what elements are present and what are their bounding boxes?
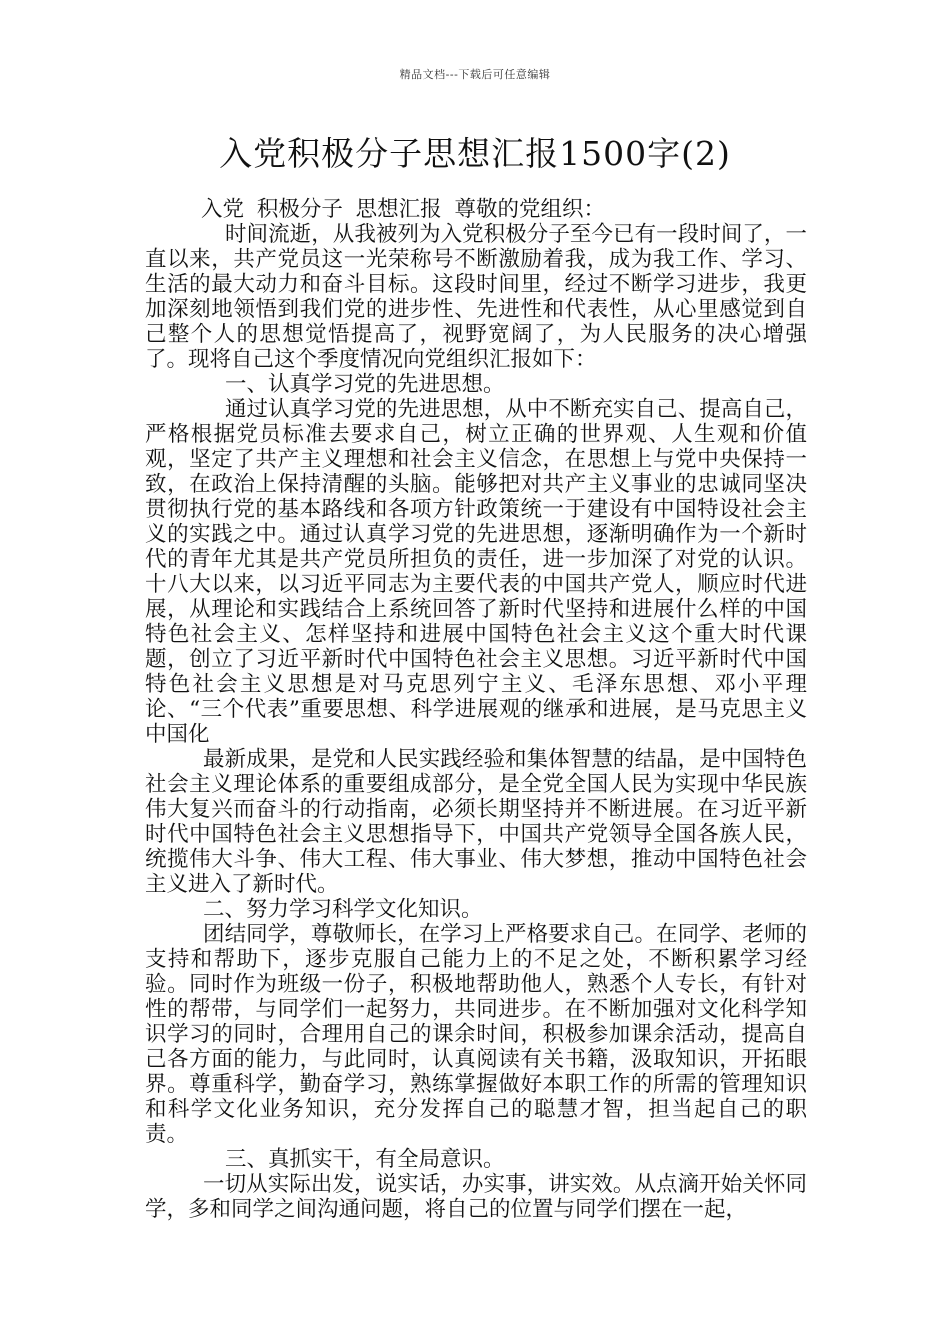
- document-title: 入党积极分子思想汇报1500字(2): [219, 134, 731, 173]
- section-heading-1: 一、认真学习党的先进思想。: [225, 372, 505, 397]
- paragraph-section-1: 通过认真学习党的先进思想，从中不断充实自己、提高自己，严格根据党员标准去要求自己，树立正确的世界观、人生观和价值观，坚定了共产主义理想和社会主义信念，在思想上与党中央保持一致，在政治上保持清醒的头脑。能够把对共产主义事业的忠诚同坚决贯彻执行党的基本路线和各项方针政策统一于建设有中国特设社会主义的实践之中。通过认真学习党的先进思想，逐渐明确作为一个新时代的青年尤其是共产党员所担负的责任，进一步加深了对党的认识。十八大以来，以习近平同志为主要代表的中国共产党人，顺应时代进展，从理论和实践结合上系统回答了新时代坚持和进展什么样的中国特色社会主义、怎样坚持和进展中国特色社会主义这个重大时代课题，创立了习近平新时代中国特色社会主义思想。习近平新时代中国特色社会主义思想是对马克思列宁主义、毛泽东思想、邓小平理论、“三个代表”重要思想、科学进展观的继承和进展，是马克思主义中国化: [145, 397, 807, 747]
- paragraph-section-1-continued: 最新成果，是党和人民实践经验和集体智慧的结晶，是中国特色社会主义理论体系的重要组成部分，是全党全国人民为实现中华民族伟大复兴而奋斗的行动指南，必须长期坚持并不断进展。在习近平新时代中国特色社会主义思想指导下，中国共产党领导全国各族人民，统揽伟大斗争、伟大工程、伟大事业、伟大梦想，推动中国特色社会主义进入了新时代。: [145, 747, 807, 897]
- paragraph-section-3: 一切从实际出发，说实话，办实事，讲实效。从点滴开始关怀同学，多和同学之间沟通问题，将自己的位置与同学们摆在一起，: [145, 1172, 807, 1222]
- document-body: [145, 197, 807, 1222]
- paragraph-section-2: 团结同学，尊敬师长，在学习上严格要求自己。在同学、老师的支持和帮助下，逐步克服自己能力上的不足之处，不断积累学习经验。同时作为班级一份子，积极地帮助他人，熟悉个人专长，有针对性的帮带，与同学们一起努力，共同进步。在不断加强对文化科学知识学习的同时，合理用自己的课余时间，积极参加课余活动，提高自己各方面的能力，与此同时，认真阅读有关书籍，汲取知识，开拓眼界。尊重科学，勤奋学习，熟练掌握做好本职工作的所需的管理知识和科学文化业务知识，充分发挥自己的聪慧才智，担当起自己的职责。: [145, 922, 807, 1147]
- section-heading-2: 二、努力学习科学文化知识。: [203, 897, 483, 922]
- section-heading-3: 三、真抓实干，有全局意识。: [225, 1147, 505, 1172]
- header-note: 精品文档---下载后可任意编辑: [399, 68, 551, 81]
- greeting-line: 入党 积极分子 思想汇报 尊敬的党组织：: [201, 197, 606, 222]
- paragraph-intro: 时间流逝，从我被列为入党积极分子至今已有一段时间了，一直以来，共产党员这一光荣称号不断激励着我，成为我工作、学习、生活的最大动力和奋斗目标。这段时间里，经过不断学习进步，我更加深刻地领悟到我们党的进步性、先进性和代表性，从心里感觉到自己整个人的思想觉悟提高了，视野宽阔了，为人民服务的决心增强了。现将自己这个季度情况向党组织汇报如下：: [145, 222, 807, 372]
